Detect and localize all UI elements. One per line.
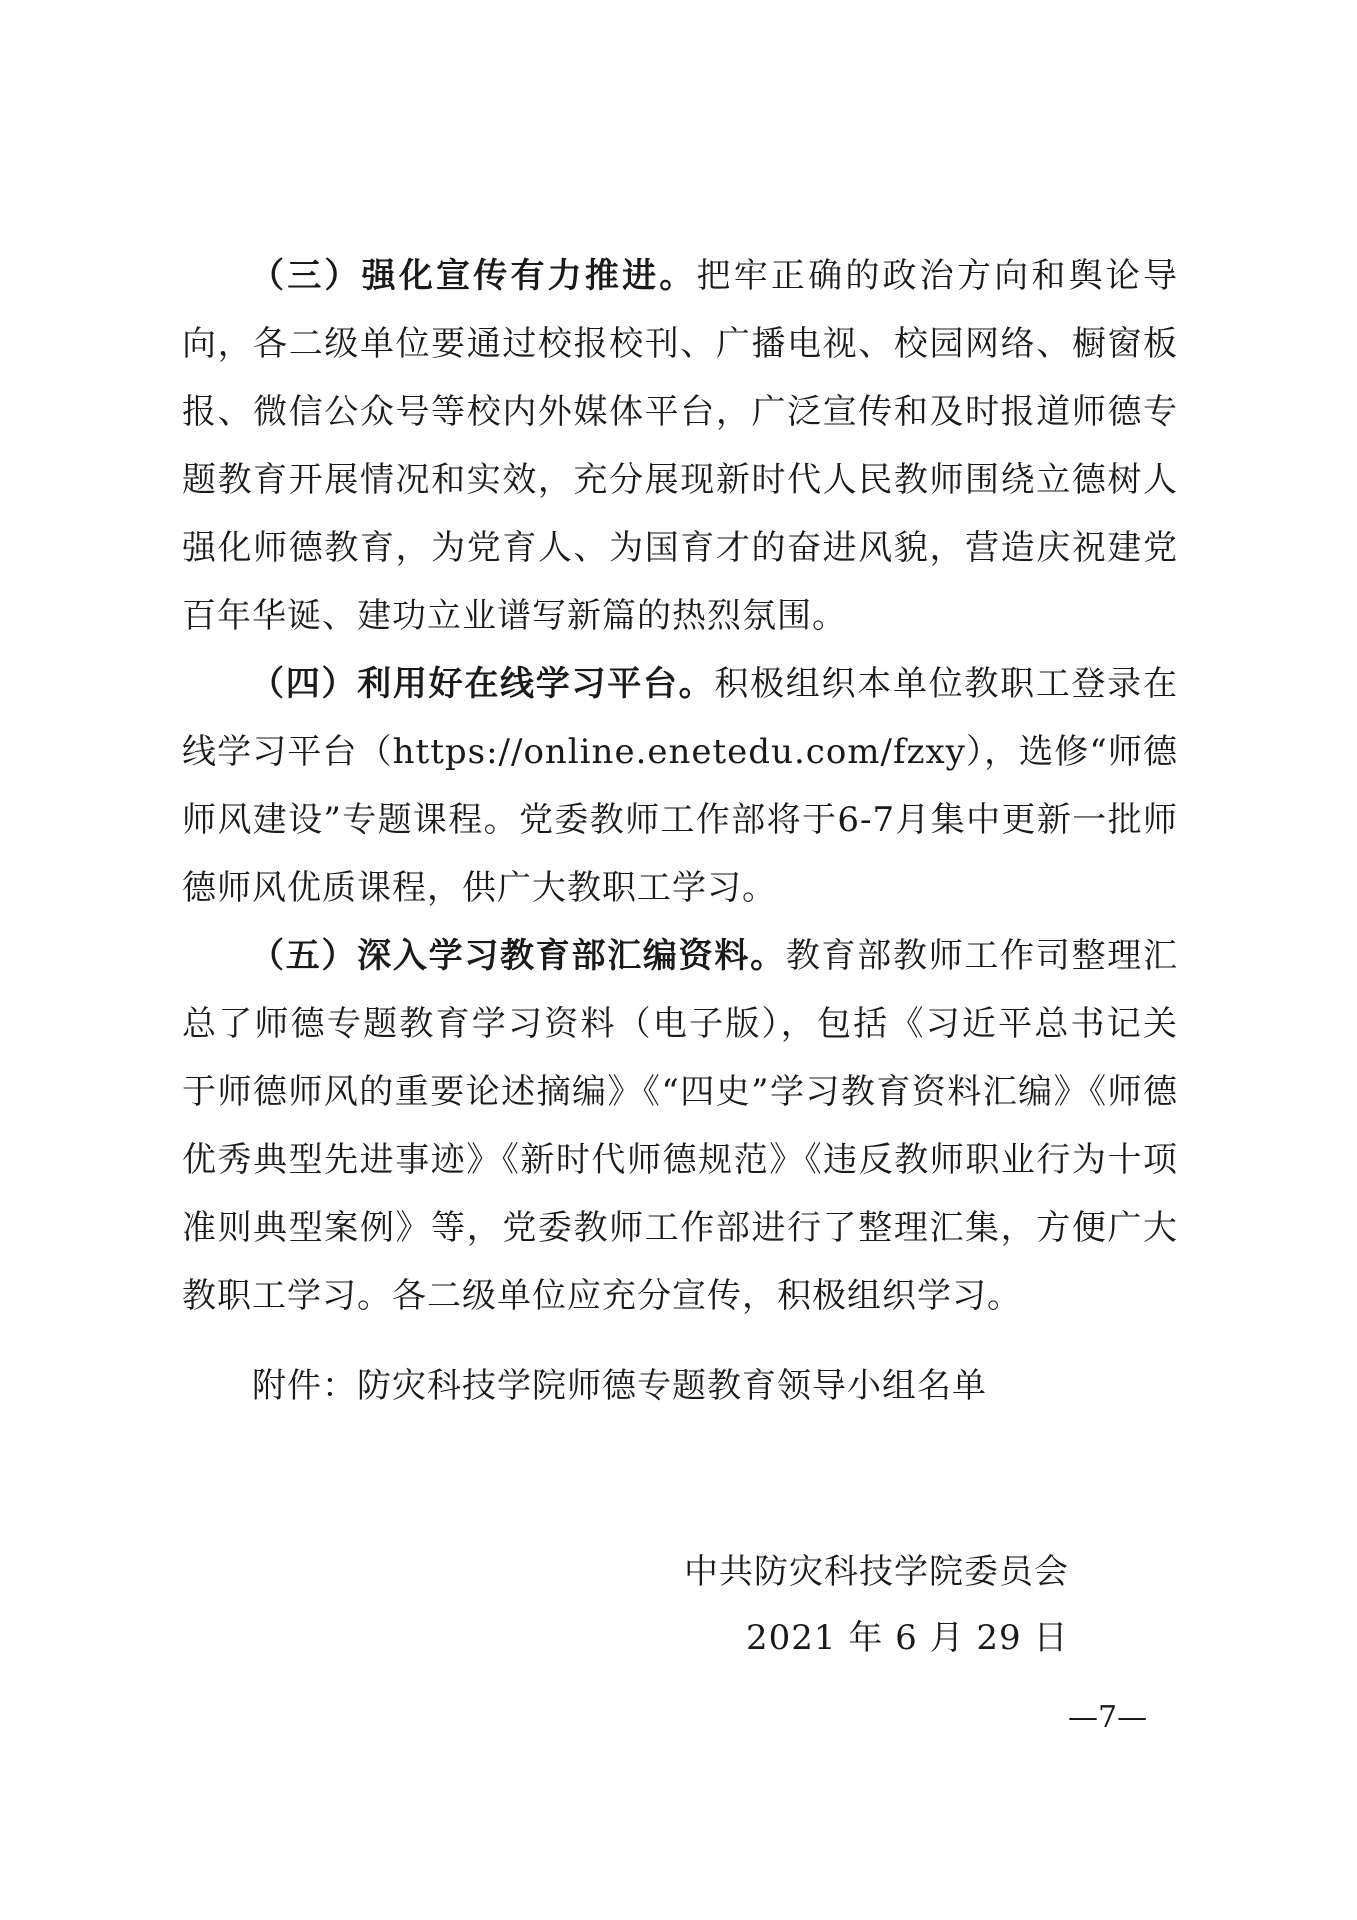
page-number: —7— [1068, 1700, 1148, 1735]
signature-date: 2021 年 6 月 29 日 [746, 1618, 1069, 1658]
paragraph-text: 教育部教师工作司整理汇总了师德专题教育学习资料（电子版），包括《习近平总书记关于师德师风的重要论述摘编》《“四史”学习教育资料汇编》《师德优秀典型先进事迹》《新时代师德规范》《违反教师职业行为十项准则典型案例》等，党委教师工作部进行了整理汇集，方便广大教职工学习。各二级单位应充分宣传，积极组织学习。 [182, 936, 1179, 1316]
paragraph-online-platform [182, 650, 1178, 922]
paragraph-heading: （三）强化宣传有力推进。 [250, 256, 697, 296]
paragraph-heading: （五）深入学习教育部汇编资料。 [250, 936, 786, 976]
paragraph-publicity [182, 242, 1178, 650]
attachment-line: 附件：防灾科技学院师德专题教育领导小组名单 [252, 1366, 987, 1406]
paragraph-study-materials [182, 922, 1178, 1330]
paragraph-heading: （四）利用好在线学习平台。 [250, 664, 715, 704]
paragraph-text: 把牢正确的政治方向和舆论导向，各二级单位要通过校报校刊、广播电视、校园网络、橱窗板报、微信公众号等校内外媒体平台，广泛宣传和及时报道师德专题教育开展情况和实效，充分展现新时代人民教师围绕立德树人强化师德教育，为党育人、为国育才的奋进风貌，营造庆祝建党百年华诞、建功立业谱写新篇的热烈氛围。 [182, 256, 1178, 636]
paragraph-text: 积极组织本单位教职工登录在线学习平台（https://online.enetedu.com/fzxy），选修“师德师风建设”专题课程。党委教师工作部将于6-7月集中更新一批师德师风优质课程，供广大教职工学习。 [182, 664, 1178, 908]
document-body [182, 242, 1178, 1330]
signature-organization: 中共防灾科技学院委员会 [684, 1552, 1069, 1592]
